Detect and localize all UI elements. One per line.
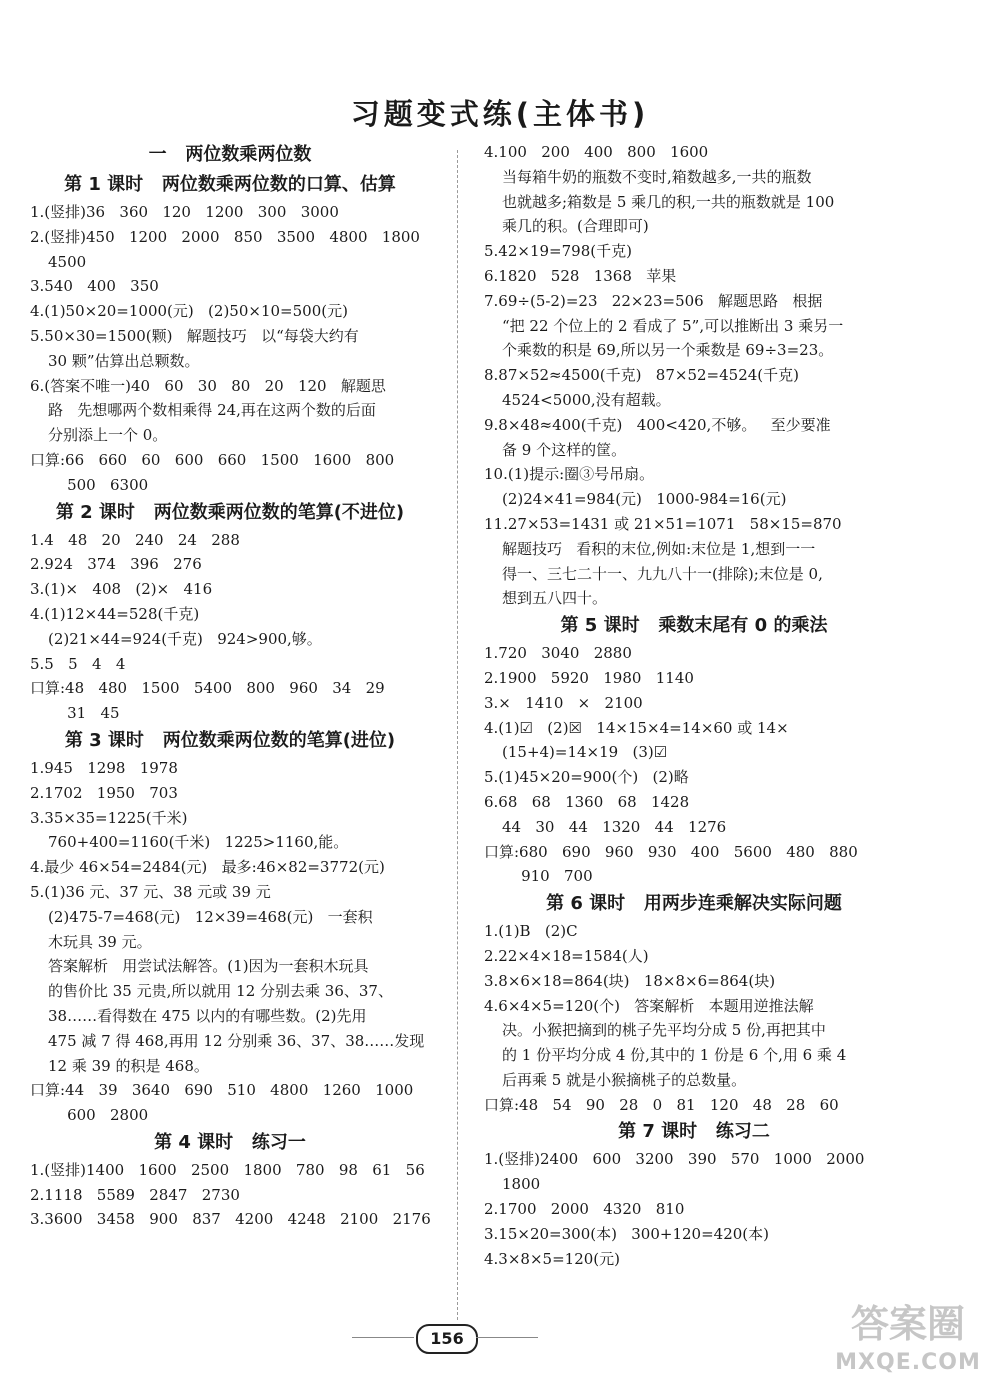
answer-line-continued: 38……看得数在 475 以内的有哪些数。(2)先用 [48, 1006, 367, 1025]
left-column [30, 140, 430, 1232]
answer-line: 7.69÷(5-2)=23 22×23=506 解题思路 根据 [484, 291, 823, 310]
watermark-text: 答案圈 [850, 1302, 965, 1346]
answer-line-continued: 1800 [502, 1175, 541, 1194]
answer-line: 4.6×4×5=120(个) 答案解析 本题用逆推法解 [484, 996, 814, 1015]
answer-line: 3.3600 3458 900 837 4200 4248 2100 2176 [30, 1210, 431, 1229]
answer-line: 9.8×48≈400(千克) 400<420,不够。 至少要准 [484, 415, 831, 434]
answer-line-continued: 31 45 [48, 704, 120, 723]
answer-line: 2.22×4×18=1584(人) [484, 946, 649, 965]
answer-line-continued: 也就越多;箱数是 5 乘几的积,一共的瓶数就是 100 [502, 192, 835, 211]
answer-line-continued: 500 6300 [48, 475, 149, 494]
answer-line-continued: “把 22 个位上的 2 看成了 5”,可以推断出 3 乘另一 [502, 316, 844, 335]
answer-line: 4.3×8×5=120(元) [484, 1249, 620, 1268]
right-column [484, 140, 904, 1271]
page-number: 156 [416, 1324, 478, 1354]
answer-line-continued: 12 乘 39 的积是 468。 [48, 1056, 209, 1075]
answer-line: 口算:680 690 960 930 400 5600 480 880 [484, 842, 858, 861]
answer-line-continued: (15+4)=14×19 (3)☑ [502, 743, 668, 762]
answer-line: 6.68 68 1360 68 1428 [484, 792, 690, 811]
answer-line-continued: 后再乘 5 就是小猴摘桃子的总数量。 [502, 1070, 747, 1089]
answer-line: 3.× 1410 × 2100 [484, 693, 643, 712]
answer-line: 1.720 3040 2880 [484, 644, 632, 663]
answer-line: 2.(竖排)450 1200 2000 850 3500 4800 1800 [30, 227, 420, 246]
answer-line: 1.(竖排)2400 600 3200 390 570 1000 2000 [484, 1150, 865, 1169]
answer-line: 1.(竖排)36 360 120 1200 300 3000 [30, 203, 339, 221]
answer-line: 5.5 5 4 4 [30, 654, 126, 673]
answer-line-continued: 乘几的积。(合理即可) [502, 217, 649, 236]
answer-line-continued: (2)475-7=468(元) 12×39=468(元) 一套积 [48, 907, 373, 926]
watermark-logo [828, 1300, 988, 1386]
answer-line-continued: 4524<5000,没有超载。 [502, 390, 671, 409]
answer-line: 2.1700 2000 4320 810 [484, 1200, 685, 1219]
column-divider [457, 150, 458, 1320]
page-title: 习题变式练(主体书) [350, 97, 650, 131]
answer-line-continued: (2)24×41=984(元) 1000-984=16(元) [502, 490, 787, 509]
answer-line-continued: 想到五八四十。 [502, 589, 608, 608]
answer-line: 11.27×53=1431 或 21×51=1071 58×15=870 [484, 514, 842, 533]
answer-line: 口算:48 54 90 28 0 81 120 48 28 60 [484, 1095, 839, 1114]
answer-line: 3.35×35=1225(千米) [30, 808, 188, 827]
answer-line: 4.(1)☑ (2)☒ 14×15×4=14×60 或 14× [484, 718, 789, 737]
answer-line: 8.87×52≈4500(千克) 87×52=4524(千克) [484, 366, 799, 385]
lesson-heading: 第 6 课时 用两步连乘解决实际问题 [546, 893, 842, 915]
lesson-heading: 第 5 课时 乘数末尾有 0 的乘法 [560, 615, 828, 637]
answer-line: 口算:66 660 60 600 660 1500 1600 800 [30, 450, 395, 469]
answer-line: 口算:44 39 3640 690 510 4800 1260 1000 [30, 1081, 414, 1100]
answer-line-continued: 决。小猴把摘到的桃子先平均分成 5 份,再把其中 [502, 1021, 826, 1040]
footer-rule-left [352, 1337, 414, 1338]
answer-line-continued: 分别添上一个 0。 [48, 426, 168, 445]
answer-line-continued: 木玩具 39 元。 [48, 932, 152, 951]
answer-line-continued: 备 9 个这样的筐。 [502, 440, 627, 459]
answer-line-continued: 600 2800 [48, 1106, 149, 1125]
answer-line: 6.1820 528 1368 苹果 [484, 266, 677, 285]
answer-line: 3.(1)× 408 (2)× 416 [30, 580, 213, 599]
answer-line: 4.(1)50×20=1000(元) (2)50×10=500(元) [30, 302, 348, 321]
answer-line-continued: 个乘数的积是 69,所以另一个乘数是 69÷3=23。 [502, 341, 834, 360]
lesson-heading: 第 1 课时 两位数乘两位数的口算、估算 [64, 174, 396, 195]
answer-line: 1.(竖排)1400 1600 2500 1800 780 98 61 56 [30, 1160, 425, 1179]
answer-line-continued: 44 30 44 1320 44 1276 [502, 817, 727, 836]
answer-line-continued: 的 1 份平均分成 4 份,其中的 1 份是 6 个,用 6 乘 4 [502, 1046, 847, 1065]
answer-line: 4.最少 46×54=2484(元) 最多:46×82=3772(元) [30, 858, 385, 877]
answer-line: 5.42×19=798(千克) [484, 242, 632, 261]
answer-line-continued: 得一、三七二十一、九九八十一(排除);末位是 0, [502, 564, 823, 583]
lesson-heading: 第 7 课时 练习二 [618, 1121, 770, 1143]
answer-line-continued: (2)21×44=924(千克) 924>900,够。 [48, 629, 322, 648]
answer-line: 5.(1)45×20=900(个) (2)略 [484, 768, 689, 787]
answer-line: 5.50×30=1500(颗) 解题技巧 以“每袋大约有 [30, 326, 359, 345]
answer-line-continued: 答案解析 用尝试法解答。(1)因为一套积木玩具 [48, 957, 369, 976]
answer-line: 10.(1)提示:圈③号吊扇。 [484, 465, 655, 484]
answer-line-continued: 30 颗”估算出总颗数。 [48, 351, 200, 370]
answer-line: 2.1702 1950 703 [30, 783, 178, 802]
lesson-heading: 第 2 课时 两位数乘两位数的笔算(不进位) [55, 501, 405, 523]
answer-line: 4.(1)12×44=528(千克) [30, 604, 200, 623]
answer-line-continued: 910 700 [502, 867, 593, 886]
answer-line-continued: 解题技巧 看积的末位,例如:末位是 1,想到一一 [502, 539, 816, 558]
answer-line: 5.(1)36 元、37 元、38 元或 39 元 [30, 882, 271, 901]
answer-line: 4.100 200 400 800 1600 [484, 143, 709, 161]
answer-line: 3.540 400 350 [30, 277, 159, 296]
answer-line: 3.8×6×18=864(块) 18×8×6=864(块) [484, 971, 776, 990]
answer-line: 口算:48 480 1500 5400 800 960 34 29 [30, 679, 385, 698]
answer-line-continued: 4500 [48, 252, 87, 271]
unit-heading: 一 两位数乘两位数 [148, 144, 312, 165]
answer-line: 1.945 1298 1978 [30, 758, 178, 777]
answer-line: 2.924 374 396 276 [30, 555, 202, 574]
answer-line: 1.4 48 20 240 24 288 [30, 530, 240, 549]
footer-rule-right [476, 1337, 538, 1338]
answer-line: 1.(1)B (2)C [484, 922, 578, 941]
lesson-heading: 第 3 课时 两位数乘两位数的笔算(进位) [64, 729, 396, 751]
lesson-heading: 第 4 课时 练习一 [154, 1131, 306, 1153]
watermark-url: MXQE.COM [835, 1350, 981, 1375]
answer-line: 2.1900 5920 1980 1140 [484, 668, 694, 687]
answer-line-continued: 475 减 7 得 468,再用 12 分别乘 36、37、38……发现 [48, 1031, 425, 1050]
answer-line-continued: 760+400=1160(千米) 1225>1160,能。 [48, 833, 349, 852]
answer-line: 3.15×20=300(本) 300+120=420(本) [484, 1224, 769, 1243]
answer-line: 2.1118 5589 2847 2730 [30, 1185, 240, 1204]
answer-line-continued: 的售价比 35 元贵,所以就用 12 分别去乘 36、37、 [48, 982, 393, 1001]
answer-line: 6.(答案不唯一)40 60 30 80 20 120 解题思 [30, 376, 386, 395]
answer-line-continued: 路 先想哪两个数相乘得 24,再在这两个数的后面 [48, 401, 376, 420]
answer-line-continued: 当每箱牛奶的瓶数不变时,箱数越多,一共的瓶数 [502, 167, 812, 186]
